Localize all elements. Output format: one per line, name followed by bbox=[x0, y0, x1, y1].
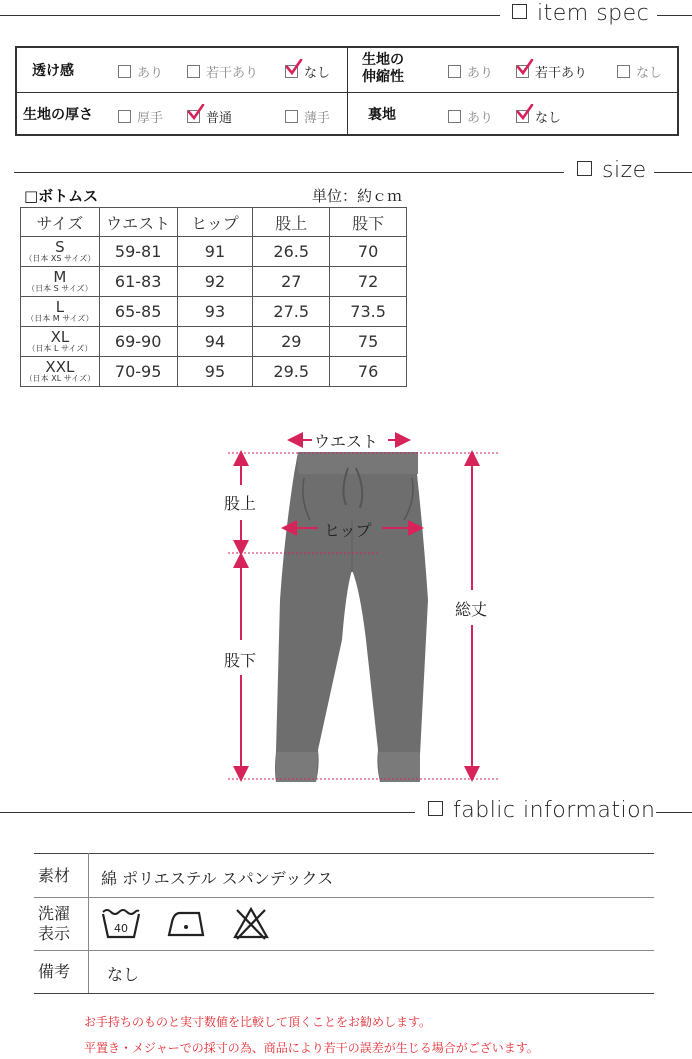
inseam-cell: 70 bbox=[330, 237, 407, 267]
inseam-cell: 73.5 bbox=[330, 297, 407, 327]
rise-cell: 26.5 bbox=[253, 237, 330, 267]
inseam-cell: 76 bbox=[330, 357, 407, 387]
no-bleach-icon bbox=[232, 906, 270, 940]
checkbox-glyph-icon bbox=[428, 801, 443, 816]
checkbox-icon bbox=[448, 110, 461, 123]
pants-diagram bbox=[0, 420, 692, 800]
hip-cell: 93 bbox=[177, 297, 253, 327]
fabric-table-top bbox=[34, 853, 654, 854]
spec-label-thickness: 生地の厚さ bbox=[23, 107, 93, 123]
table-row bbox=[21, 267, 407, 297]
option-thickness-normal: 普通 bbox=[187, 107, 232, 126]
size-cell: XL （日本 L サイズ） bbox=[21, 327, 100, 357]
size-title: size bbox=[577, 158, 647, 183]
checkmark-icon bbox=[187, 104, 205, 120]
note-line-2: 平置き・メジャーでの採寸の為、商品により若干の誤差が生じる場合がございます。 bbox=[84, 1041, 539, 1055]
checkmark-icon bbox=[285, 59, 303, 75]
option-transparency-none: なし bbox=[285, 62, 330, 81]
hip-cell: 95 bbox=[177, 357, 253, 387]
spec-divider-v bbox=[347, 48, 348, 134]
size-cell: S （日本 XS サイズ） bbox=[21, 237, 100, 267]
checkbox-glyph-icon bbox=[512, 4, 527, 19]
option-stretch-none: なし bbox=[617, 62, 662, 81]
option-transparency-slight: 若干あり bbox=[187, 62, 258, 81]
checked-checkbox-icon bbox=[187, 110, 200, 123]
table-row bbox=[21, 327, 407, 357]
label-total-length: 総丈 bbox=[455, 600, 488, 619]
size-cell: M （日本 S サイズ） bbox=[21, 267, 100, 297]
option-lining-none: なし bbox=[516, 107, 561, 126]
wash-40-icon bbox=[100, 906, 142, 940]
table-row bbox=[21, 357, 407, 387]
waist-cell: 70-95 bbox=[99, 357, 177, 387]
checked-checkbox-icon bbox=[516, 110, 529, 123]
header-hip: ヒップ bbox=[177, 208, 253, 237]
material-label: 素材 bbox=[38, 866, 71, 885]
size-table bbox=[20, 207, 407, 387]
table-row bbox=[21, 297, 407, 327]
header-waist: ウエスト bbox=[99, 208, 177, 237]
waist-cell: 69-90 bbox=[99, 327, 177, 357]
spec-table bbox=[15, 46, 679, 136]
option-stretch-slight: 若干あり bbox=[516, 62, 587, 81]
label-rise: 股上 bbox=[224, 494, 257, 513]
option-stretch-yes: あり bbox=[448, 62, 493, 81]
header-size: サイズ bbox=[21, 208, 100, 237]
header-inseam: 股下 bbox=[330, 208, 407, 237]
fabric-title: fablic information bbox=[428, 798, 655, 823]
fabric-rule-right bbox=[656, 812, 692, 813]
hip-cell: 92 bbox=[177, 267, 253, 297]
header-rise: 股上 bbox=[253, 208, 330, 237]
label-hip: ヒップ bbox=[324, 521, 372, 540]
size-rule-right bbox=[654, 172, 692, 173]
checkbox-icon bbox=[617, 65, 630, 78]
rise-cell: 27.5 bbox=[253, 297, 330, 327]
rise-cell: 29.5 bbox=[253, 357, 330, 387]
inseam-cell: 72 bbox=[330, 267, 407, 297]
checkbox-icon bbox=[187, 65, 200, 78]
note-line-1: お手持ちのものと実寸数値を比較して頂くことをお勧めします。 bbox=[84, 1015, 432, 1029]
iron-low-icon bbox=[166, 908, 206, 938]
option-thickness-thick: 厚手 bbox=[118, 107, 163, 126]
hip-cell: 94 bbox=[177, 327, 253, 357]
checkbox-icon bbox=[448, 65, 461, 78]
option-transparency-yes: あり bbox=[118, 62, 163, 81]
remarks-value: なし bbox=[107, 965, 140, 984]
checked-checkbox-icon bbox=[285, 65, 298, 78]
spec-label-stretch: 生地の 伸縮性 bbox=[362, 52, 404, 85]
care-label: 洗濯 表示 bbox=[38, 904, 71, 943]
checkmark-icon bbox=[516, 104, 534, 120]
item-spec-rule-right bbox=[657, 15, 692, 16]
rise-cell: 27 bbox=[253, 267, 330, 297]
material-value: 綿 ポリエステル スパンデックス bbox=[101, 869, 334, 888]
item-spec-title: item spec bbox=[512, 1, 649, 26]
care-icons bbox=[100, 906, 280, 942]
checkbox-icon bbox=[118, 65, 131, 78]
fabric-rule-left bbox=[0, 812, 415, 813]
size-rule-left bbox=[14, 172, 564, 173]
checkbox-icon bbox=[118, 110, 131, 123]
remarks-label: 備考 bbox=[38, 962, 71, 981]
hip-cell: 91 bbox=[177, 237, 253, 267]
fabric-col-divider bbox=[88, 853, 89, 993]
waist-cell: 59-81 bbox=[99, 237, 177, 267]
table-row bbox=[21, 237, 407, 267]
fabric-row-divider bbox=[34, 950, 654, 951]
waist-cell: 61-83 bbox=[99, 267, 177, 297]
rise-cell: 29 bbox=[253, 327, 330, 357]
spec-label-transparency: 透け感 bbox=[32, 63, 74, 79]
size-table-unit: 単位：約ｃｍ bbox=[312, 187, 403, 205]
checked-checkbox-icon bbox=[516, 65, 529, 78]
size-cell: L （日本 M サイズ） bbox=[21, 297, 100, 327]
waist-cell: 65-85 bbox=[99, 297, 177, 327]
checkmark-icon bbox=[516, 59, 534, 75]
checkbox-icon bbox=[285, 110, 298, 123]
svg-text:40: 40 bbox=[114, 922, 128, 935]
option-lining-yes: あり bbox=[448, 107, 493, 126]
label-waist: ウエスト bbox=[314, 432, 379, 451]
inseam-cell: 75 bbox=[330, 327, 407, 357]
label-inseam: 股下 bbox=[224, 651, 257, 670]
option-thickness-thin: 薄手 bbox=[285, 107, 330, 126]
size-table-title: □ボトムス bbox=[24, 187, 99, 205]
size-table-header-row bbox=[21, 208, 407, 237]
item-spec-rule-left bbox=[0, 15, 500, 16]
spec-label-lining: 裏地 bbox=[368, 107, 396, 123]
pants-image bbox=[275, 452, 428, 782]
checkbox-glyph-icon bbox=[577, 161, 592, 176]
size-cell: XXL （日本 XL サイズ） bbox=[21, 357, 100, 387]
fabric-row-divider bbox=[34, 897, 654, 898]
fabric-table-bottom bbox=[34, 993, 654, 994]
